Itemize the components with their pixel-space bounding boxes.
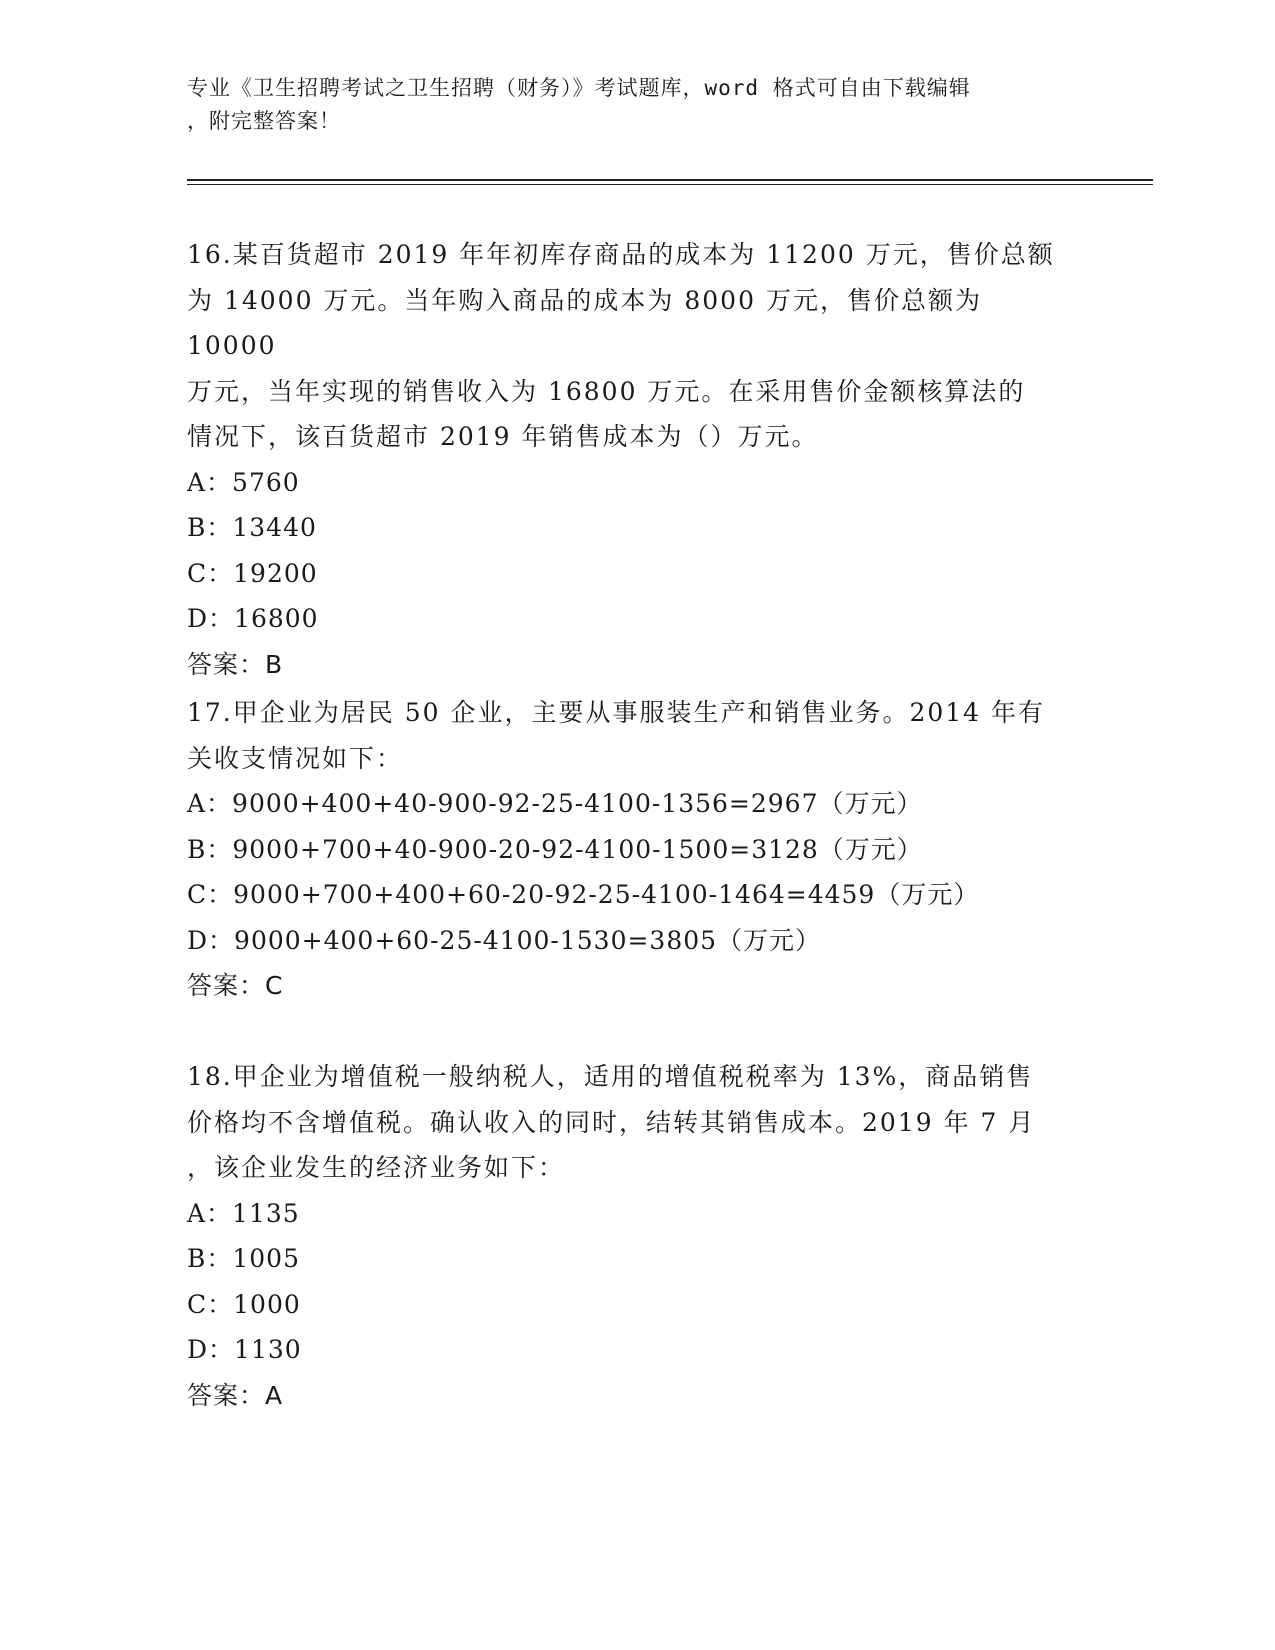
answer-key: 答案：C [187,971,284,1000]
option-a: A：1135 [187,1198,300,1228]
question-17 [187,690,1067,1009]
question-stem-line: ，该企业发生的经济业务如下： [187,1153,566,1182]
question-stem-line: 17.甲企业为居民 50 企业，主要从事服装生产和销售业务。2014 年有 [187,698,1046,727]
option-c: C：1000 [187,1289,301,1319]
answer-key: 答案：B [187,649,284,679]
option-d: D：1130 [187,1335,302,1364]
question-18 [187,1054,1067,1418]
answer-key: 答案：A [187,1380,284,1410]
question-stem-line: 万元，当年实现的销售收入为 16800 万元。在采用售价金额核算法的 [187,376,1026,406]
header-line-2: ，附完整答案！ [187,109,341,133]
option-d: D：9000+400+60-25-4100-1530=3805（万元） [187,925,822,955]
question-stem-line: 16.某百货超市 2019 年年初库存商品的成本为 11200 万元，售价总额 [187,240,1055,269]
header-divider-thin [187,184,1153,185]
document-header [187,72,1067,138]
option-b: B：13440 [187,513,317,542]
option-b: B：1005 [187,1244,300,1273]
option-c: C：9000+700+400+60-20-92-25-4100-1464=4459（万元） [187,880,980,909]
option-d: D：16800 [187,604,319,633]
option-c: C：19200 [187,558,318,588]
question-stem-line: 关收支情况如下： [187,743,404,773]
question-stem-line: 为 14000 万元。当年购入商品的成本为 8000 万元，售价总额为 10000 [187,285,982,360]
question-stem-line: 价格均不含增值税。确认收入的同时，结转其销售成本。2019 年 7 月 [187,1107,1036,1137]
option-a: A：9000+400+40-900-92-25-4100-1356=2967（万元） [187,789,923,818]
question-stem-line: 18.甲企业为增值税一般纳税人，适用的增值税税率为 13%，商品销售 [187,1062,1034,1091]
option-b: B：9000+700+40-900-20-92-4100-1500=3128（万元） [187,834,923,864]
option-a: A：5760 [187,467,300,497]
question-stem-line: 情况下，该百货超市 2019 年销售成本为（）万元。 [187,422,819,451]
question-16 [187,232,1067,687]
header-line-1: 专业《卫生招聘考试之卫生招聘（财务）》考试题库，word 格式可自由下载编辑 [187,76,971,100]
header-divider-thick [187,179,1153,181]
